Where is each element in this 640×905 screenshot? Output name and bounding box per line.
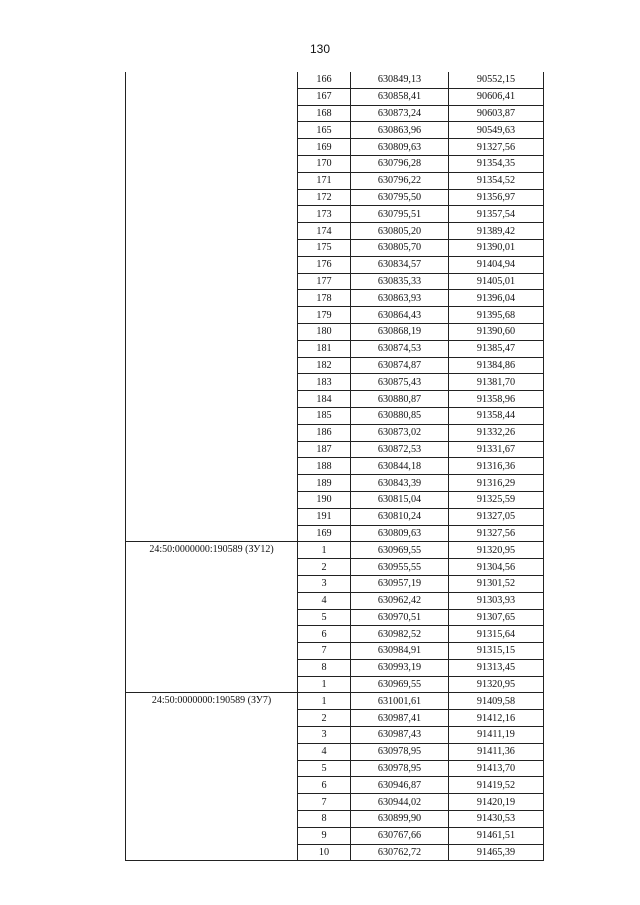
y-coordinate-cell: 91354,52 bbox=[449, 172, 544, 189]
y-coordinate-cell: 90549,63 bbox=[449, 122, 544, 139]
x-coordinate-cell: 630969,55 bbox=[351, 542, 449, 559]
table-row bbox=[126, 693, 544, 710]
point-number-cell: 3 bbox=[298, 727, 351, 744]
y-coordinate-cell: 91357,54 bbox=[449, 206, 544, 223]
x-coordinate-cell: 630978,95 bbox=[351, 760, 449, 777]
y-coordinate-cell: 91413,70 bbox=[449, 760, 544, 777]
x-coordinate-cell: 630809,63 bbox=[351, 525, 449, 542]
x-coordinate-cell: 630834,57 bbox=[351, 256, 449, 273]
y-coordinate-cell: 91307,65 bbox=[449, 609, 544, 626]
point-number-cell: 1 bbox=[298, 693, 351, 710]
point-number-cell: 2 bbox=[298, 559, 351, 576]
y-coordinate-cell: 91395,68 bbox=[449, 307, 544, 324]
y-coordinate-cell: 91356,97 bbox=[449, 189, 544, 206]
point-number-cell: 7 bbox=[298, 643, 351, 660]
x-coordinate-cell: 630899,90 bbox=[351, 811, 449, 828]
point-number-cell: 190 bbox=[298, 491, 351, 508]
y-coordinate-cell: 91313,45 bbox=[449, 659, 544, 676]
y-coordinate-cell: 91331,67 bbox=[449, 441, 544, 458]
x-coordinate-cell: 630962,42 bbox=[351, 592, 449, 609]
x-coordinate-cell: 630993,19 bbox=[351, 659, 449, 676]
x-coordinate-cell: 630810,24 bbox=[351, 508, 449, 525]
y-coordinate-cell: 91327,56 bbox=[449, 139, 544, 156]
y-coordinate-cell: 91304,56 bbox=[449, 559, 544, 576]
x-coordinate-cell: 630868,19 bbox=[351, 323, 449, 340]
point-number-cell: 170 bbox=[298, 155, 351, 172]
point-number-cell: 5 bbox=[298, 609, 351, 626]
point-number-cell: 169 bbox=[298, 525, 351, 542]
y-coordinate-cell: 90606,41 bbox=[449, 88, 544, 105]
x-coordinate-cell: 630795,50 bbox=[351, 189, 449, 206]
x-coordinate-cell: 630957,19 bbox=[351, 575, 449, 592]
point-number-cell: 186 bbox=[298, 424, 351, 441]
point-number-cell: 3 bbox=[298, 575, 351, 592]
parcel-cell bbox=[126, 72, 298, 542]
point-number-cell: 183 bbox=[298, 374, 351, 391]
point-number-cell: 8 bbox=[298, 811, 351, 828]
y-coordinate-cell: 91389,42 bbox=[449, 223, 544, 240]
coordinates-table-body bbox=[126, 72, 544, 861]
x-coordinate-cell: 630984,91 bbox=[351, 643, 449, 660]
y-coordinate-cell: 91358,44 bbox=[449, 407, 544, 424]
point-number-cell: 176 bbox=[298, 256, 351, 273]
y-coordinate-cell: 91430,53 bbox=[449, 811, 544, 828]
y-coordinate-cell: 91327,56 bbox=[449, 525, 544, 542]
point-number-cell: 167 bbox=[298, 88, 351, 105]
y-coordinate-cell: 91320,95 bbox=[449, 542, 544, 559]
y-coordinate-cell: 91396,04 bbox=[449, 290, 544, 307]
x-coordinate-cell: 630978,95 bbox=[351, 743, 449, 760]
x-coordinate-cell: 630946,87 bbox=[351, 777, 449, 794]
page-number: 130 bbox=[309, 42, 331, 56]
y-coordinate-cell: 91381,70 bbox=[449, 374, 544, 391]
point-number-cell: 10 bbox=[298, 844, 351, 861]
x-coordinate-cell: 630875,43 bbox=[351, 374, 449, 391]
point-number-cell: 175 bbox=[298, 239, 351, 256]
y-coordinate-cell: 91316,29 bbox=[449, 475, 544, 492]
x-coordinate-cell: 630864,43 bbox=[351, 307, 449, 324]
y-coordinate-cell: 91327,05 bbox=[449, 508, 544, 525]
point-number-cell: 177 bbox=[298, 273, 351, 290]
point-number-cell: 182 bbox=[298, 357, 351, 374]
point-number-cell: 187 bbox=[298, 441, 351, 458]
y-coordinate-cell: 91332,26 bbox=[449, 424, 544, 441]
point-number-cell: 178 bbox=[298, 290, 351, 307]
y-coordinate-cell: 91411,36 bbox=[449, 743, 544, 760]
point-number-cell: 171 bbox=[298, 172, 351, 189]
x-coordinate-cell: 630987,43 bbox=[351, 727, 449, 744]
x-coordinate-cell: 630844,18 bbox=[351, 458, 449, 475]
x-coordinate-cell: 630880,85 bbox=[351, 407, 449, 424]
x-coordinate-cell: 631001,61 bbox=[351, 693, 449, 710]
x-coordinate-cell: 630969,55 bbox=[351, 676, 449, 693]
y-coordinate-cell: 91461,51 bbox=[449, 827, 544, 844]
x-coordinate-cell: 630815,04 bbox=[351, 491, 449, 508]
x-coordinate-cell: 630767,66 bbox=[351, 827, 449, 844]
x-coordinate-cell: 630955,55 bbox=[351, 559, 449, 576]
y-coordinate-cell: 91354,35 bbox=[449, 155, 544, 172]
x-coordinate-cell: 630795,51 bbox=[351, 206, 449, 223]
x-coordinate-cell: 630863,93 bbox=[351, 290, 449, 307]
x-coordinate-cell: 630873,24 bbox=[351, 105, 449, 122]
y-coordinate-cell: 91390,60 bbox=[449, 323, 544, 340]
x-coordinate-cell: 630805,70 bbox=[351, 239, 449, 256]
x-coordinate-cell: 630944,02 bbox=[351, 794, 449, 811]
y-coordinate-cell: 90603,87 bbox=[449, 105, 544, 122]
point-number-cell: 173 bbox=[298, 206, 351, 223]
x-coordinate-cell: 630872,53 bbox=[351, 441, 449, 458]
y-coordinate-cell: 90552,15 bbox=[449, 72, 544, 88]
point-number-cell: 6 bbox=[298, 777, 351, 794]
table-row bbox=[126, 542, 544, 559]
y-coordinate-cell: 91315,64 bbox=[449, 626, 544, 643]
point-number-cell: 8 bbox=[298, 659, 351, 676]
y-coordinate-cell: 91419,52 bbox=[449, 777, 544, 794]
point-number-cell: 180 bbox=[298, 323, 351, 340]
x-coordinate-cell: 630987,41 bbox=[351, 710, 449, 727]
x-coordinate-cell: 630970,51 bbox=[351, 609, 449, 626]
y-coordinate-cell: 91404,94 bbox=[449, 256, 544, 273]
point-number-cell: 185 bbox=[298, 407, 351, 424]
point-number-cell: 174 bbox=[298, 223, 351, 240]
x-coordinate-cell: 630843,39 bbox=[351, 475, 449, 492]
y-coordinate-cell: 91420,19 bbox=[449, 794, 544, 811]
point-number-cell: 169 bbox=[298, 139, 351, 156]
x-coordinate-cell: 630849,13 bbox=[351, 72, 449, 88]
point-number-cell: 1 bbox=[298, 542, 351, 559]
point-number-cell: 172 bbox=[298, 189, 351, 206]
x-coordinate-cell: 630874,87 bbox=[351, 357, 449, 374]
point-number-cell: 184 bbox=[298, 391, 351, 408]
y-coordinate-cell: 91303,93 bbox=[449, 592, 544, 609]
point-number-cell: 5 bbox=[298, 760, 351, 777]
y-coordinate-cell: 91358,96 bbox=[449, 391, 544, 408]
point-number-cell: 4 bbox=[298, 592, 351, 609]
x-coordinate-cell: 630873,02 bbox=[351, 424, 449, 441]
parcel-cell: 24:50:0000000:190589 (ЗУ12) bbox=[126, 542, 298, 693]
table-row bbox=[126, 72, 544, 88]
point-number-cell: 181 bbox=[298, 340, 351, 357]
point-number-cell: 9 bbox=[298, 827, 351, 844]
x-coordinate-cell: 630858,41 bbox=[351, 88, 449, 105]
x-coordinate-cell: 630863,96 bbox=[351, 122, 449, 139]
y-coordinate-cell: 91465,39 bbox=[449, 844, 544, 861]
y-coordinate-cell: 91325,59 bbox=[449, 491, 544, 508]
x-coordinate-cell: 630805,20 bbox=[351, 223, 449, 240]
point-number-cell: 4 bbox=[298, 743, 351, 760]
x-coordinate-cell: 630880,87 bbox=[351, 391, 449, 408]
coordinates-table bbox=[125, 72, 544, 861]
y-coordinate-cell: 91320,95 bbox=[449, 676, 544, 693]
x-coordinate-cell: 630835,33 bbox=[351, 273, 449, 290]
parcel-cell: 24:50:0000000:190589 (ЗУ7) bbox=[126, 693, 298, 861]
y-coordinate-cell: 91409,58 bbox=[449, 693, 544, 710]
point-number-cell: 6 bbox=[298, 626, 351, 643]
y-coordinate-cell: 91405,01 bbox=[449, 273, 544, 290]
y-coordinate-cell: 91315,15 bbox=[449, 643, 544, 660]
y-coordinate-cell: 91384,86 bbox=[449, 357, 544, 374]
point-number-cell: 1 bbox=[298, 676, 351, 693]
y-coordinate-cell: 91412,16 bbox=[449, 710, 544, 727]
y-coordinate-cell: 91316,36 bbox=[449, 458, 544, 475]
x-coordinate-cell: 630796,28 bbox=[351, 155, 449, 172]
x-coordinate-cell: 630809,63 bbox=[351, 139, 449, 156]
y-coordinate-cell: 91411,19 bbox=[449, 727, 544, 744]
x-coordinate-cell: 630762,72 bbox=[351, 844, 449, 861]
y-coordinate-cell: 91301,52 bbox=[449, 575, 544, 592]
point-number-cell: 7 bbox=[298, 794, 351, 811]
x-coordinate-cell: 630796,22 bbox=[351, 172, 449, 189]
point-number-cell: 188 bbox=[298, 458, 351, 475]
point-number-cell: 166 bbox=[298, 72, 351, 88]
y-coordinate-cell: 91385,47 bbox=[449, 340, 544, 357]
point-number-cell: 179 bbox=[298, 307, 351, 324]
point-number-cell: 168 bbox=[298, 105, 351, 122]
x-coordinate-cell: 630982,52 bbox=[351, 626, 449, 643]
point-number-cell: 165 bbox=[298, 122, 351, 139]
point-number-cell: 2 bbox=[298, 710, 351, 727]
y-coordinate-cell: 91390,01 bbox=[449, 239, 544, 256]
point-number-cell: 189 bbox=[298, 475, 351, 492]
x-coordinate-cell: 630874,53 bbox=[351, 340, 449, 357]
point-number-cell: 191 bbox=[298, 508, 351, 525]
